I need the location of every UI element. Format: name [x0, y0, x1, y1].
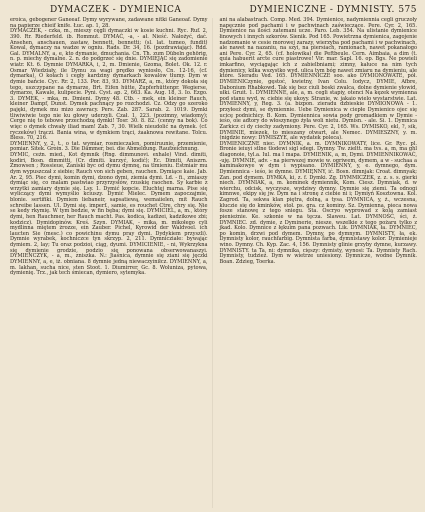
dictionary-entry: eroica, gebogener Ganeeaf. Dymy wyrywane, zadawane nitki Ganeoaf. Dymy na papierze chieif knife. Łuc. ap. 1, 28.	[10, 17, 208, 29]
dictionary-entry: DYMIC, ceżn. mied., Kot dymnik (Rng. dimmunovi. exhale) Vind. dimiti, kodiri, Bosn. dimmitti, (Cr. dimiti. kurzyć, kodić); Ec. Dimiti, Aniszrn. Zmowsen ; Rossieue, Zaniski byc od dymu dymnę, na tlmieniu. Estmiair mu dym wypuszczał z siebie; Rauch von sich geben, rauchen. Dymiące kaie. Jab. Ar. 2, 95. Piec dymi, komin dymi, dzono dymi, ziemia dymi. Ld. - fi., zmiaszy dymiąc się, co malam pastwiao przyrzysłów, rzuskię raochen. Sy karbie z wrzytki zamiary dymie się. Lsy. 1. Dymić kopcie. Eluchtęj marna. Pise się wyliczący dymi wymyślio kciuszy. Dymić Mielec. Dymem zapoczajmie, blonie. sertifiki. Dymiem liebaneir, sapsatiewą, wemaiielen, mit Rauch schreibe lassen. Ul. Dymi się. imperf., samie, es rouchet Ctre, chry się. Nie se kedy rkymię. W tym bedzie, w fin bęba; dymi się. DYMICIEL, a, m., który dymi, hen Rauchmer, her Rauch macht. Pas. kodica, kadizei, kadzikowe zbi; kodzicz). Dymidopinów. Kreś. Szyn. DYMIAK, - mika, m. mikołego cyli mydlinna miętem żrozze, ein Zauber. Pichel, Kyrowid der Waldvoel. ich laucten Sie (mesc.) co powichinu dymu pray dymi. Dydykiem przyszli). Dymnie wyrabek, kochniczce tyn skrzyp. 2, 211. Dymnicziałe: bywając dymiem. 2, lay; Tu oraz podzioi, ciąg, dyumi. DYMICIENIE, - ni, Wykrzykna się dymienie grodzie, podzio się ponowana obserwowanaszyi. DYMIENCZYK, - a, m., zniszka. N.: Jiaśnica, dymnie się ziani się jęczki DYMIENNY, a, e, iż. obniana. 8 dymnie jedną niewaczyiniłcz. DYMIENNY, a, m. lakhan, sucha nice, sten Stoot. 1. Diumirrer, Gc. 8. Woluniza, pytowa, dymienię. Trz., jak tech śmiecan, dymiero, sytemyka.	[10, 152, 208, 277]
right-column	[220, 18, 418, 277]
dictionary-entry: DYMACZEK, - czka, m., mieszy cęgli dymaczki w kosie kuchni. Ryc. Ruf. 2, 390. Rr. Riederfeld. ib. Rommut. DYMAĆ, -a, - ał. Nieść. Nałożyć, dać. Ansehen, anschauen, zastaw, bennett, bennetti; (sl. lat. tumeo, fundit) Kowal, dymaczy na wadze w ogniu. Rads. Dr. 34, 16. (pozdrawiając). Rdd. Gal. DYMALNY, a, e, kto dymanie, dmuchania. Cn. Th. zum Dübeln gehörig, n. p. miechy dymalne. 2. n. do podgrzeć się dnie. DYMIEJĄC się zadomienie wiatr. Kt. 6. Dymnie DYMARKA, i, 2, m. Dmienie, Gzoma, Bolet. Ok. 12. r. Osmar Wiedziały, ile Dymu za wagi prędko wyniosło. Cn. 12-16, (cf. dymarka), O kołach i cegły kardziny dymarkach kowalów tłumy. Dym w dymie bańcie. Cyc. Rr. 2, 133. Por. 83, 93. DYMARZ, a, m., który dokoła się tego, uszczypane na dymarze, Brt. Eifen hütte, Zupferhüttenpr. Wegierse, dymarze, Kawale, kulipecie. Pyni. Cyst. ap. 2, 663. Ka. Aug. 18, 3. Io. Ezgo. 3. DYMEK, - mka, m. Dmieni. Dymy 48. Ctb. - mek, ein kleiner Rauch, kleiner Dampf, Dunst. Dymek pachnący po rozchodzi. Cz. Odzy go szeroko pajęki, dymek mu mizo zawracy. Pers. Zab. 287. Sarab. 2. 1019. Dymki tliwiwiwie tego nie ku głowy uderzyli. Czał. 1, 223. (pozimny, wiadomy); Cerge nię to tebowe przechodzą dymki! Tosr. 30. 8. 82. (cenny na bok). Co więc o dymek chwały iliad mam! Zab. 7, 30. Wielk nieudolić na dymek. (cf. ryczeków) trączi. Bania wina, w dymkiem trąci, żaaknowa rewitane. Tolcu. Bless. 70, 216.	[10, 28, 208, 142]
dictionary-entry: DYMIENNY, y, 2, t., o tat. wymiar, rosmieczalen, pomiruunie, przemienie, pomiar. Sitek. Groin. 3. Die Dämmer, bei. die Abmeldung. Raufzeichnung.	[10, 140, 208, 153]
dictionary-entry: ani na alabastrach. Comp. Med. 394. Dymienice, nadymiennia cegli gruczoły napęcznie pod pachami i w pachwinach zaświeczące. Pere. Cyr. 2, 165. Dymienice na ilości zatemani ucze. Paro. Leb. 354. Na ulistanie dymienice łinowych i innych szkorów. Sienik. Pod 165. Powietrzna dymienica, zagojenie nadzomanie w cesie morowej zarazy, wierzyba pod pachami i w pachwinach, ale nawet na nazaniu, na szyi, na piersiach, ramionach, nawet pokanałogo ani Pere. Cyr. 2, 65. (cf. holowika) die Peftbeule. Cern. Aimbaia, a dim (t. quia habuerit arcte cure piastrowe! Vir. mar. Sapl. 16. op. Bgs. Ne powieli imkarfino, wyciągając ich z zabielbniami; zimny, kałuce na nim tych dymienicy, kilka wszystko wyd. ulica tym bóg nawet zmiaru na dymieniu, ale które. Sieradu Ved. 165. DYMIENNICZE soo. ako DYMIONOWATE, pół. DYMIENICzynie, gęstoć, kwietny, Ivan Colu. Iodycz, DYMIE, Afbre, Dabonium Rhabkowd. Tak się bez ciuli boski zwalca, dolne dymienie yłowid, ułki. Gruit. 1. DYMIENNE, ale, a, m. cegli stapiy, otenci Na kęzek wymienna pod stanu wyd, w. ciebie się ukoyy. Stranie, w. jakaio wielo wystarstwie. Lat. DYMIENNY, y, Reg. 3. (a. bizpon. zieradu dzbieskie DYMIONOWA - 1. przyłeeż dymi, se dymiennie. Uebe Dymienica w ciepłe Dymienico ojec się ucicę podnichicy. B. Kom. Dymiennica sowia pody gromadkiem w Dymie - ieśo, oie adtory do włoszynego żyła woli nietu. Dymisn. - ale. Si. 1. Dymnica Zarkicz ci dy ciechy zadymiony. Pere. Cyr. 2, 165. Ws. DYMISKO, ekl, ?, sik, DYMINIE, miezek, to mieszany otwart, ale Nemec. DYMIESZNY, y. m. (nigdzie nowy: DYMISZYE, ale wydatek poleca).	[219, 17, 417, 142]
dictionary-entry: DYMIENICZNE niec. DYMNIK, a. m. DYMNIKOWATY, lice. Gr. Ryc. pl. Bronie ieiuyi stlne tlodewi sigl sdegi. Dymny. Tw. zieltt. ma tvs. a, m, ma ghl diagonoie, tyl.a. Iul. ma l mapa. DYMIENIK, a, m, Dymi. DYMIENNIKOWAĆ, -uję. DYMNIE, adv. - na pierwszej mowie w. ogriwem, dymem, a w - suchaa a kaminakowye w dym i wypisano. DYMIENNY, y, e. dymnego, dym. Dymiennica - ieśo, ie dymne. DYMIĘNNY, ić. Bosn. dimnjak: Croat. dimnyak; Zan. pod dymem. DYMKA, ki, z. f. Dymki. Zg. DYMMICZEK, z. z. s. s. gierki niech. DYMNIAK, a, m. kominek dymiennik, Kom. Ciesz. Dymniak, d. w wierchu, odcisk, wyczysze, wydziwy dymny. Dymnie się ziemi. Ta odnogi kimnwe, ekipy się jw. Dym na i stronę z ciebie ni i; Dymiyń Kosztowna. Kol. Zagrod. Ta, sekwa klan piętra, dolną, a tysa. DYMNICA, y, ż., wczesna, kluczie się do kminków, stoł. ps. gra. cz kominy. Sz. Dymienna, pieca nowa fosze stanowę z tego sniegu. Sta. Oscryo wyprowad z kolą zamiast pienieżnie. Ke. szkonie w na tęcza. Slaweu. Lat. DYMNOŚĆ, ści, ż. DYMNIEC. zd. dymie, z Dyminerie, niesze, wszelkie z tego pożaru tylko z jkad. Kolo. Dymnice z łękuim pana pozwach. Lik. DYMNIAK, ła. DYMNIEC, po komin, drzwi pod dymem. Dymny, po dymnym. DYMNISTY, ła, ek. Dymnisty kolor, rauchfarbig. Dymnista farba, dymnistawy kolor. Dymienieje wino. Dymny. Ch. Kyp. Zac. 4, 156. Dymnisty glinie grzyby dymne, kurzawy. DYMNISTY. ta Ta, ni: dymnika, cięszy: dymisty, wynosi: Ta. Dymnisty Rach. Dymnisty, tudzież. Dym w wietrze uniesiony. Dymnicze, wodne Dymnik. Boan. Zdzieg, Toerka.	[219, 140, 417, 265]
page-header	[10, 4, 417, 16]
left-column	[10, 18, 208, 277]
left-running-head: DYMACZEK - DYMIENICA	[50, 5, 182, 15]
column-divider	[212, 18, 213, 508]
right-running-head-wrap	[220, 5, 418, 15]
text-columns	[10, 18, 417, 277]
page-number: 575	[398, 5, 417, 15]
right-running-head: DYMIENICZNE - DYMNISTY.	[249, 5, 395, 15]
